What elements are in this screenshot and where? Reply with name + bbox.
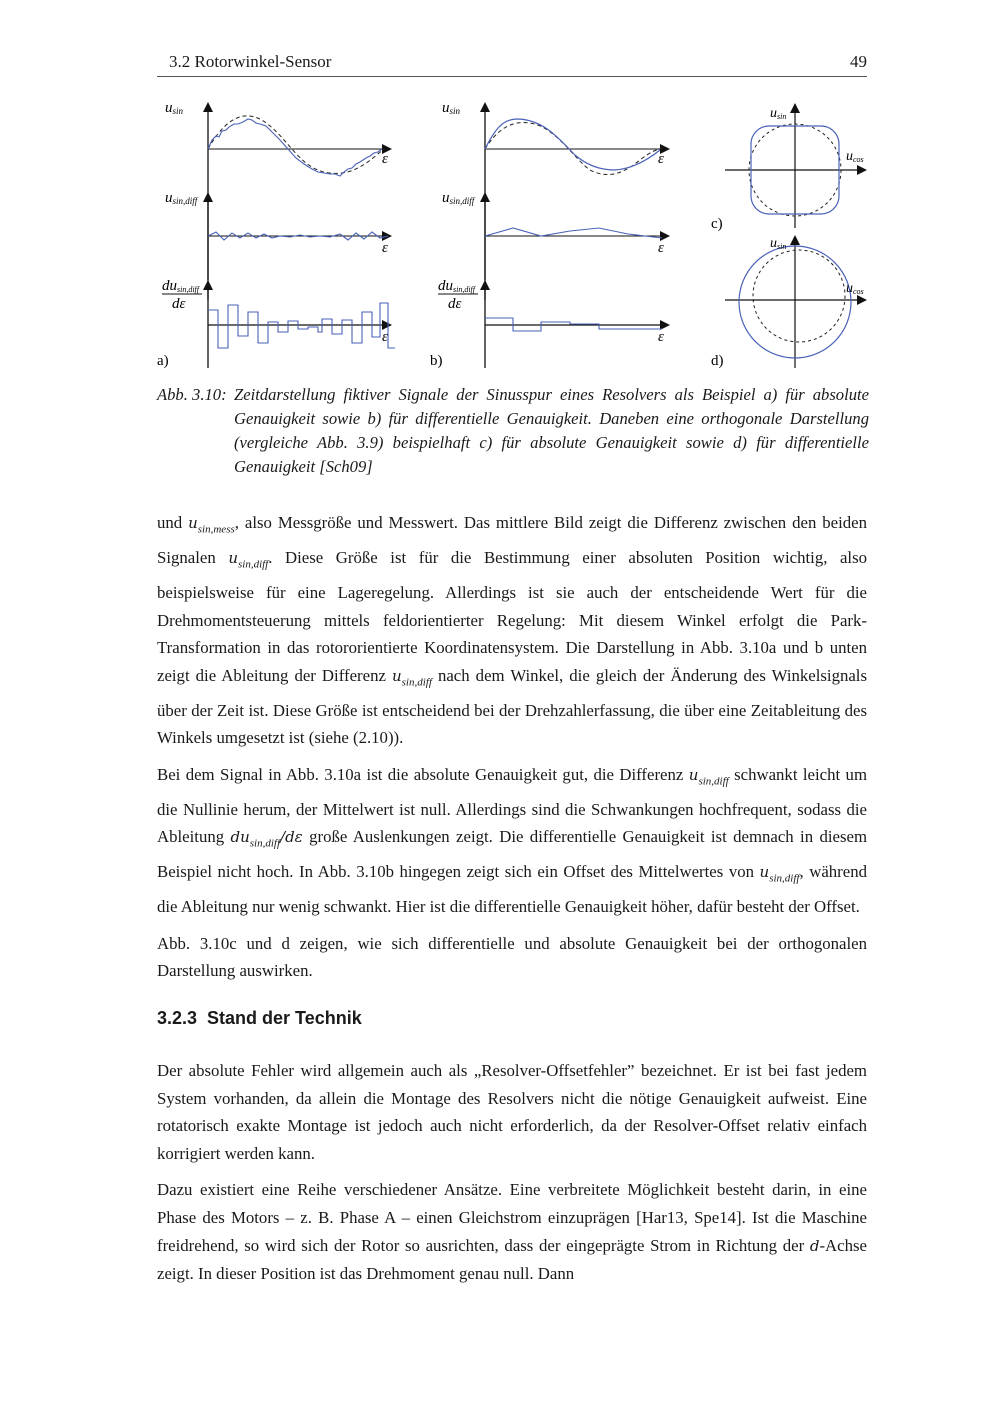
- paragraph: Bei dem Signal in Abb. 3.10a ist die absolute Genauigkeit gut, die Differenz $u_{sin,diff}$ schwankt leicht um die Nullinie herum, der Mittelwert ist null. Allerdings sind die Schwankungen hochfrequent, sodass die Ableitung $du_{sin,diff}/d\varepsilon$ große Auslenkungen zeigt. Die differentielle Genauigkeit ist demnach in diesem Beispiel nicht hoch. In Abb. 3.10b hingegen zeigt sich ein Offset des Mittelwertes von $u_{sin,diff}$, während die Ableitung nur wenig schwankt. Hier ist die differentielle Genauigkeit höher, dafür besteht der Offset.: [157, 764, 868, 917]
- label-ucos-d: ucos: [846, 281, 864, 296]
- figure-3-10: [150, 92, 880, 382]
- label-udiff-a: usin,diff: [165, 190, 198, 206]
- body-text-2: [157, 1057, 867, 1297]
- subsection-number: 3.2.3: [157, 1008, 198, 1028]
- page-number: 49: [850, 52, 867, 71]
- label-eps-a3: ε: [382, 329, 388, 345]
- panel-label-c: c): [711, 216, 723, 232]
- label-eps-b3: ε: [658, 329, 664, 345]
- paragraph: und $u_{sin,mess}$, also Messgröße und Messwert. Das mittlere Bild zeigt die Differenz zwischen den beiden Signalen $u_{sin,diff}$. Diese Größe ist für die Bestimmung einer absoluten Position wichtig, also beispielsweise für eine Lageregelung. Allerdings ist sie auch der entscheidende Wert für die Drehmomentsteuerung mittels feldorientierter Regelung: Mit diesem Winkel erfolgt die Park-Transformation in das rotororientierte Koordinatensystem. Die Darstellung in Abb. 3.10a und b unten zeigt die Ableitung der Differenz $u_{sin,diff}$ nach dem Winkel, die gleich der Änderung des Winkelsignals über der Zeit ist. Diese Größe ist entscheidend bei der Drehzahlerfassung, die über eine Zeitableitung des Winkels umgesetzt ist (siehe (2.10)).: [157, 513, 868, 748]
- label-usin-a: usin: [165, 100, 184, 116]
- label-ucos-c: ucos: [846, 149, 864, 164]
- label-de-a: dε: [172, 296, 186, 312]
- subsection-heading: [157, 1008, 362, 1029]
- panel-d: [711, 236, 865, 369]
- caption-text: Zeitdarstellung fiktiver Signale der Sinusspur eines Resolvers als Beispiel a) für absolute Genauigkeit sowie b) für differentielle Genauigkeit. Daneben eine orthogonale Darstellung (vergleiche Abb. 3.9) beispielhaft c) für absolute Genauigkeit sowie d) für differentielle Genauigkeit [Sch09]: [234, 385, 869, 476]
- panel-label-d: d): [711, 353, 724, 369]
- paragraph: Dazu existiert eine Reihe verschiedener Ansätze. Eine verbreitete Möglichkeit besteht darin, in eine Phase des Motors – z. B. Phase A – einen Gleichstrom einzuprägen [Har13, Spe14]. Ist die Maschine freidrehend, so wird sich der Rotor so ausrichten, dass der eingeprägte Strom in Richtung der d-Achse zeigt. In dieser Position ist das Drehmoment genau null. Dann: [157, 1180, 867, 1284]
- panel-label-a: a): [157, 353, 169, 369]
- subsection-title: Stand der Technik: [207, 1008, 362, 1028]
- label-eps-a1: ε: [382, 151, 388, 167]
- label-usin-c: usin: [770, 106, 787, 121]
- label-du-b: dusin,diff: [438, 278, 476, 294]
- label-eps-b1: ε: [658, 151, 664, 167]
- label-udiff-b: usin,diff: [442, 190, 475, 206]
- body-text-1: [157, 509, 867, 994]
- paragraph: Der absolute Fehler wird allgemein auch als „Resolver-Offsetfehler” bezeichnet. Er ist bei fast jedem System vorhanden, da allein die Montage des Resolvers nicht die nötige Genauigkeit aufweist. Eine rotatorisch exakte Montage ist jedoch auch nicht erforderlich, da der Resolver-Offset relativ einfach korrigiert werden kann.: [157, 1061, 867, 1163]
- label-eps-a2: ε: [382, 240, 388, 256]
- label-de-b: dε: [448, 296, 462, 312]
- label-du-a: dusin,diff: [162, 278, 200, 294]
- figure-caption: [157, 383, 869, 479]
- running-header: [157, 50, 867, 77]
- panel-a: [157, 100, 395, 369]
- label-usin-b: usin: [442, 100, 461, 116]
- panel-b: [430, 100, 668, 369]
- panel-label-b: b): [430, 353, 443, 369]
- label-usin-d: usin: [770, 236, 787, 251]
- paragraph: Abb. 3.10c und d zeigen, wie sich differentielle und absolute Genauigkeit bei der orthogonalen Darstellung auswirken.: [157, 933, 867, 981]
- panel-c: [711, 105, 865, 232]
- caption-label: Abb. 3.10:: [157, 385, 227, 404]
- header-section-title: 3.2 Rotorwinkel-Sensor: [169, 52, 332, 71]
- label-eps-b2: ε: [658, 240, 664, 256]
